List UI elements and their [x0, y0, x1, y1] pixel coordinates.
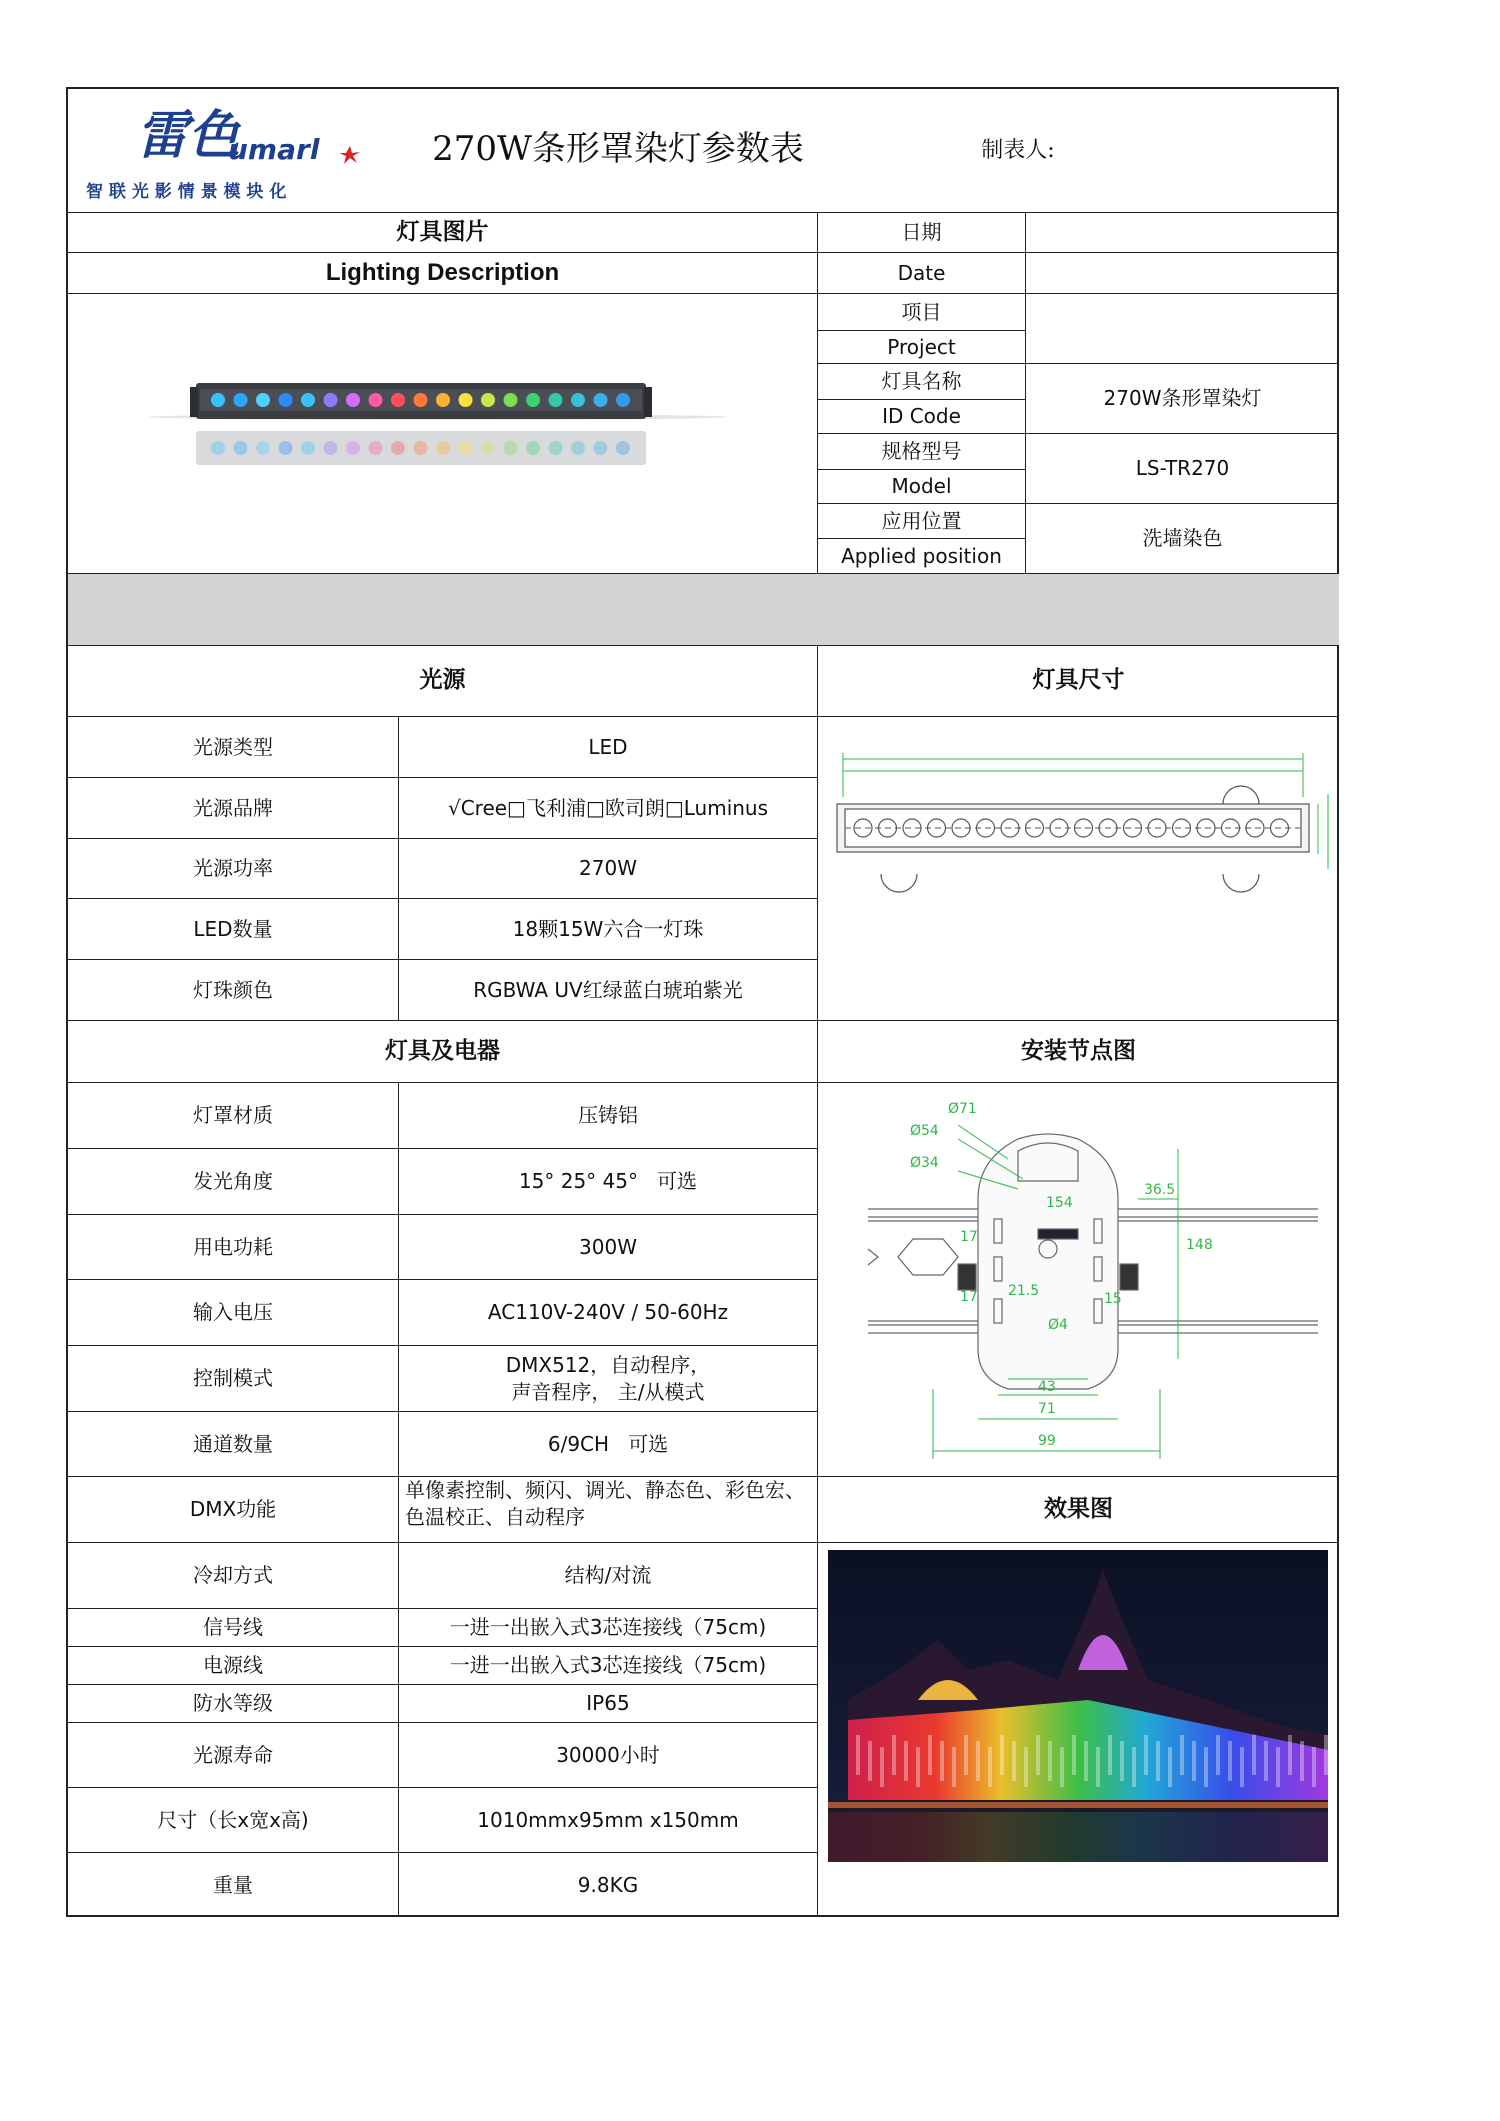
building-column — [892, 1735, 896, 1775]
led-dot — [279, 393, 293, 407]
el-value-dmx-line1: 单像素控制、频闪、调光、静态色、彩色宏、 — [405, 1478, 805, 1502]
install-d99: 99 — [1038, 1433, 1056, 1449]
el-label-size: 尺寸（长x宽x高) — [157, 1807, 309, 1832]
led-dot — [211, 393, 225, 407]
led-dot — [234, 393, 248, 407]
building-column — [1180, 1735, 1184, 1775]
building-column — [940, 1741, 944, 1781]
el-label-weight: 重量 — [213, 1872, 253, 1897]
section-install: 安装节点图 — [1021, 1037, 1136, 1064]
building-column — [1024, 1747, 1028, 1787]
building-column — [868, 1741, 872, 1781]
led-dot — [256, 441, 270, 455]
el-value-angle: 15° 25° 45° 可选 — [518, 1169, 698, 1193]
led-dot — [549, 441, 563, 455]
led-dot — [301, 441, 315, 455]
install-d148: 148 — [1186, 1237, 1213, 1253]
building-column — [1288, 1735, 1292, 1775]
led-dot — [436, 441, 450, 455]
el-label-signal: 信号线 — [203, 1615, 263, 1639]
section-light-source: 光源 — [419, 667, 466, 694]
ls-label-count: LED数量 — [193, 916, 273, 941]
building-column — [1324, 1735, 1328, 1775]
building-column — [1240, 1747, 1244, 1787]
building-column — [1228, 1741, 1232, 1781]
led-dot — [324, 441, 338, 455]
model-label-en: Model — [891, 474, 952, 498]
ls-value-brand: √Cree□飞利浦□欧司朗□Luminus — [447, 795, 769, 820]
logo-en: umarl — [228, 133, 320, 166]
led-dot — [369, 393, 383, 407]
install-d34: Ø34 — [910, 1155, 939, 1171]
building-column — [1216, 1735, 1220, 1775]
building-column — [916, 1747, 920, 1787]
led-dot — [549, 393, 563, 407]
building-column — [1192, 1741, 1196, 1781]
el-value-life: 30000小时 — [556, 1742, 660, 1767]
building-column — [1312, 1747, 1316, 1787]
project-label-en: Project — [887, 334, 956, 359]
el-label-dmx: DMX功能 — [189, 1497, 277, 1521]
building-column — [856, 1735, 860, 1775]
building-column — [988, 1747, 992, 1787]
install-d17b: 17 — [960, 1289, 978, 1305]
led-dot — [459, 393, 473, 407]
logo-cn: 雷色 — [136, 106, 241, 166]
building-column — [1012, 1741, 1016, 1781]
building-column — [1156, 1741, 1160, 1781]
building-column — [1264, 1741, 1268, 1781]
el-value-signal: 一进一出嵌入式3芯连接线（75cm) — [449, 1615, 767, 1639]
ls-label-brand: 光源品牌 — [193, 795, 273, 820]
el-value-cooling: 结构/对流 — [564, 1563, 652, 1587]
el-value-control-line1: DMX512，自动程序， — [505, 1352, 711, 1377]
el-value-control — [399, 1346, 817, 1411]
building-column — [976, 1741, 980, 1781]
building-column — [1072, 1735, 1076, 1775]
dimension-drawing — [823, 749, 1333, 979]
led-dot — [481, 441, 495, 455]
led-dot — [211, 441, 225, 455]
building-column — [1060, 1747, 1064, 1787]
el-label-power-cable: 电源线 — [203, 1653, 263, 1677]
el-label-control: 控制模式 — [193, 1366, 273, 1390]
install-d15: 15 — [1104, 1291, 1122, 1307]
date-label-en: Date — [897, 260, 946, 285]
el-label-consumption: 用电功耗 — [193, 1234, 273, 1259]
building-column — [1000, 1735, 1004, 1775]
building-column — [1108, 1735, 1112, 1775]
install-d4: Ø4 — [1048, 1317, 1068, 1333]
building-column — [1096, 1747, 1100, 1787]
position-label-cn: 应用位置 — [881, 508, 962, 533]
name-value: 270W条形罩染灯 — [1103, 386, 1262, 410]
building-column — [1084, 1741, 1088, 1781]
el-label-material: 灯罩材质 — [193, 1103, 273, 1127]
date-label-cn: 日期 — [901, 220, 942, 244]
led-dot — [594, 393, 608, 407]
ls-value-count: 18颗15W六合一灯珠 — [512, 916, 704, 941]
effect-image — [828, 1550, 1328, 1862]
el-label-ip: 防水等级 — [193, 1691, 273, 1715]
maker-label: 制表人: — [981, 138, 1055, 164]
building-column — [1276, 1747, 1280, 1787]
el-value-dmx — [399, 1477, 817, 1542]
install-d71: Ø71 — [948, 1101, 977, 1117]
led-dot — [616, 441, 630, 455]
install-d36: 36.5 — [1144, 1182, 1176, 1198]
section-electrical: 灯具及电器 — [385, 1037, 500, 1064]
el-value-size: 1010mmx95mm x150mm — [477, 1807, 739, 1832]
el-label-cooling: 冷却方式 — [193, 1563, 273, 1587]
picture-title-en: Lighting Description — [325, 258, 560, 286]
led-dot — [346, 393, 360, 407]
led-dot — [391, 441, 405, 455]
building-column — [1144, 1735, 1148, 1775]
building-column — [928, 1735, 932, 1775]
building-column — [952, 1747, 956, 1787]
led-dot — [526, 441, 540, 455]
building-column — [1168, 1747, 1172, 1787]
install-d215: 21.5 — [1008, 1283, 1040, 1299]
led-dot — [256, 393, 270, 407]
install-d43: 43 — [1038, 1379, 1056, 1395]
led-dot — [459, 441, 473, 455]
logo — [78, 97, 398, 207]
spec-sheet — [66, 87, 1339, 1917]
el-label-angle: 发光角度 — [193, 1169, 273, 1193]
building-column — [1036, 1735, 1040, 1775]
ls-value-type: LED — [588, 734, 628, 759]
el-value-dmx-line2: 色温校正、自动程序 — [405, 1505, 585, 1529]
project-label-cn: 项目 — [901, 299, 942, 324]
gray-band — [68, 574, 1339, 645]
logo-slogan: 智 联 光 影 情 景 模 块 化 — [86, 182, 287, 202]
position-label-en: Applied position — [841, 543, 1002, 568]
led-dot — [504, 393, 518, 407]
building-column — [964, 1735, 968, 1775]
led-dot — [234, 441, 248, 455]
el-value-ip: IP65 — [586, 1691, 630, 1715]
ls-label-color: 灯珠颜色 — [193, 977, 273, 1002]
building-column — [1132, 1747, 1136, 1787]
model-value: LS-TR270 — [1135, 456, 1230, 480]
el-value-voltage: AC110V-240V / 50-60Hz — [487, 1300, 729, 1324]
ls-label-power: 光源功率 — [193, 856, 273, 880]
building-column — [1252, 1735, 1256, 1775]
building-column — [904, 1741, 908, 1781]
el-label-life: 光源寿命 — [193, 1742, 273, 1767]
product-image — [138, 369, 738, 499]
el-label-voltage: 输入电压 — [193, 1300, 273, 1324]
led-dot — [324, 393, 338, 407]
install-d54: Ø54 — [910, 1123, 939, 1139]
ls-value-color: RGBWA UV红绿蓝白琥珀紫光 — [473, 977, 743, 1002]
el-value-consumption: 300W — [579, 1234, 637, 1259]
model-label-cn: 规格型号 — [881, 439, 962, 463]
install-d154: 154 — [1046, 1195, 1073, 1211]
led-dot — [369, 441, 383, 455]
led-dot — [504, 441, 518, 455]
led-dot — [481, 393, 495, 407]
install-d17a: 17 — [960, 1229, 978, 1245]
logo-star — [339, 146, 360, 164]
led-dot — [571, 441, 585, 455]
building-column — [1204, 1747, 1208, 1787]
el-value-control-line2: 声音程序， 主/从模式 — [511, 1379, 705, 1404]
led-dot — [526, 393, 540, 407]
led-dot — [616, 393, 630, 407]
picture-title-cn: 灯具图片 — [396, 218, 489, 245]
led-dot — [436, 393, 450, 407]
el-value-channels: 6/9CH 可选 — [547, 1431, 669, 1456]
led-dot — [391, 393, 405, 407]
led-dot — [346, 441, 360, 455]
position-value: 洗墙染色 — [1142, 526, 1223, 550]
led-dot — [301, 393, 315, 407]
section-effect: 效果图 — [1044, 1495, 1113, 1522]
el-value-material: 压铸铝 — [578, 1103, 638, 1127]
el-value-weight: 9.8KG — [577, 1872, 639, 1897]
led-dot — [414, 441, 428, 455]
name-label-cn: 灯具名称 — [881, 369, 962, 393]
el-value-power-cable: 一进一出嵌入式3芯连接线（75cm) — [449, 1653, 767, 1677]
install-drawing — [858, 1089, 1318, 1469]
el-label-channels: 通道数量 — [193, 1431, 273, 1456]
led-dot — [594, 441, 608, 455]
ls-value-power: 270W — [579, 856, 637, 880]
building-column — [880, 1747, 884, 1787]
name-label-en: ID Code — [882, 404, 961, 428]
building-column — [1048, 1741, 1052, 1781]
building-column — [1120, 1741, 1124, 1781]
install-d71w: 71 — [1038, 1401, 1056, 1417]
page-title: 270W条形罩染灯参数表 — [432, 129, 804, 170]
ls-label-type: 光源类型 — [193, 734, 273, 759]
led-dot — [279, 441, 293, 455]
led-dot — [414, 393, 428, 407]
led-dot — [571, 393, 585, 407]
section-dimensions: 灯具尺寸 — [1032, 667, 1125, 694]
building-column — [1300, 1741, 1304, 1781]
